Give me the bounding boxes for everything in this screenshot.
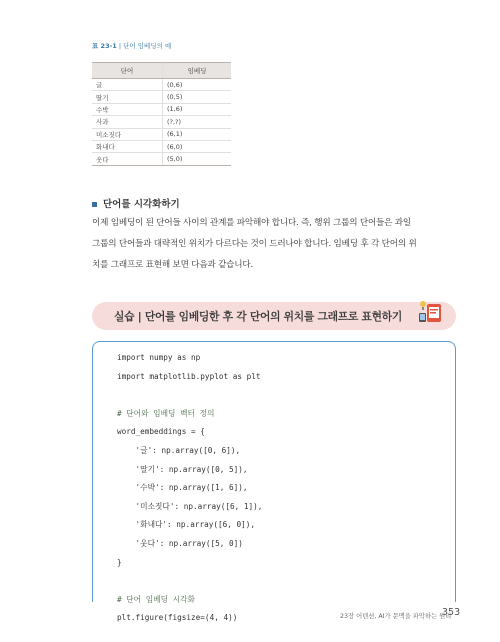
table-cell-embedding: (6,1) xyxy=(163,128,232,140)
table-cell-word: 딸기 xyxy=(92,91,163,103)
table-row xyxy=(92,103,231,115)
code-line: '미소짓다': np.array([6, 1]), xyxy=(117,501,263,511)
code-line: import numpy as np xyxy=(117,353,201,362)
code-line: # 단어와 임베딩 벡터 정의 xyxy=(117,408,215,418)
square-bullet-icon xyxy=(92,202,97,207)
code-line: '글': np.array([0, 6]), xyxy=(117,445,241,455)
table-cell-embedding: (6,0) xyxy=(163,140,232,152)
table-cell-word: 수박 xyxy=(92,103,163,115)
practice-banner-title: 실습 | 단어를 임베딩한 후 각 단어의 위치를 그래프로 표현하기 xyxy=(114,310,403,323)
code-line: plt.figure(figsize=(4, 4)) xyxy=(117,613,238,623)
paragraph-line: 치를 그래프로 표현해 보면 다음과 같습니다. xyxy=(92,260,254,270)
table-row xyxy=(92,79,231,91)
table-header-embedding: 임베딩 xyxy=(163,63,232,79)
table-caption-text: | 단어 임베딩의 예 xyxy=(118,42,172,50)
embedding-table xyxy=(92,62,231,166)
code-line: '딸기': np.array([0, 5]), xyxy=(117,464,248,474)
code-line: } xyxy=(117,557,122,567)
practice-banner xyxy=(92,302,456,330)
table-row xyxy=(92,153,231,165)
table-cell-embedding: (0,6) xyxy=(163,79,232,91)
paragraph-line: 그룹의 단어들과 대략적인 위치가 다르다는 것이 드러나야 합니다. 임베딩 후 각 단어의 위 xyxy=(92,239,417,249)
code-line: '웃다': np.array([5, 0]) xyxy=(117,538,243,548)
table-caption xyxy=(92,41,171,50)
table-row xyxy=(92,140,231,152)
code-line: import matplotlib.pyplot as plt xyxy=(117,371,261,381)
table-header-word: 단어 xyxy=(92,63,163,79)
table-cell-embedding: (?,?) xyxy=(163,116,232,128)
code-line: '수박': np.array([1, 6]), xyxy=(117,483,248,493)
table-cell-word: 화내다 xyxy=(92,140,163,152)
footer-chapter: 23장 어텐션, AI가 문맥을 파악하는 원리 xyxy=(340,613,452,620)
practice-laptop-icon xyxy=(418,299,442,325)
table-caption-number: 표 23-1 xyxy=(92,42,117,50)
code-line xyxy=(117,386,262,405)
paragraph-line: 이제 임베딩이 된 단어들 사이의 관계를 파악해야 합니다. 즉, 행위 그룹의 단어들은 과일 xyxy=(92,218,412,228)
code-line xyxy=(117,572,262,591)
table-cell-word: 웃다 xyxy=(92,153,163,165)
code-listing xyxy=(117,349,262,628)
table-cell-word: 미소짓다 xyxy=(92,128,163,140)
code-line: # 단어 임베딩 시각화 xyxy=(117,594,195,604)
code-line: word_embeddings = { xyxy=(117,427,205,437)
body-paragraph xyxy=(92,213,458,276)
table-row xyxy=(92,128,231,140)
code-line: '화내다': np.array([6, 0]), xyxy=(117,520,255,530)
table-cell-embedding: (0,5) xyxy=(163,91,232,103)
table-cell-word: 사과 xyxy=(92,116,163,128)
table-row xyxy=(92,91,231,103)
section-title xyxy=(92,196,180,210)
table-cell-embedding: (1,6) xyxy=(163,103,232,115)
section-title-text: 단어를 시각화하기 xyxy=(103,199,180,210)
table-cell-word: 글 xyxy=(92,79,163,91)
table-row xyxy=(92,116,231,128)
table-cell-embedding: (5,0) xyxy=(163,153,232,165)
page-number: 353 xyxy=(442,607,461,618)
